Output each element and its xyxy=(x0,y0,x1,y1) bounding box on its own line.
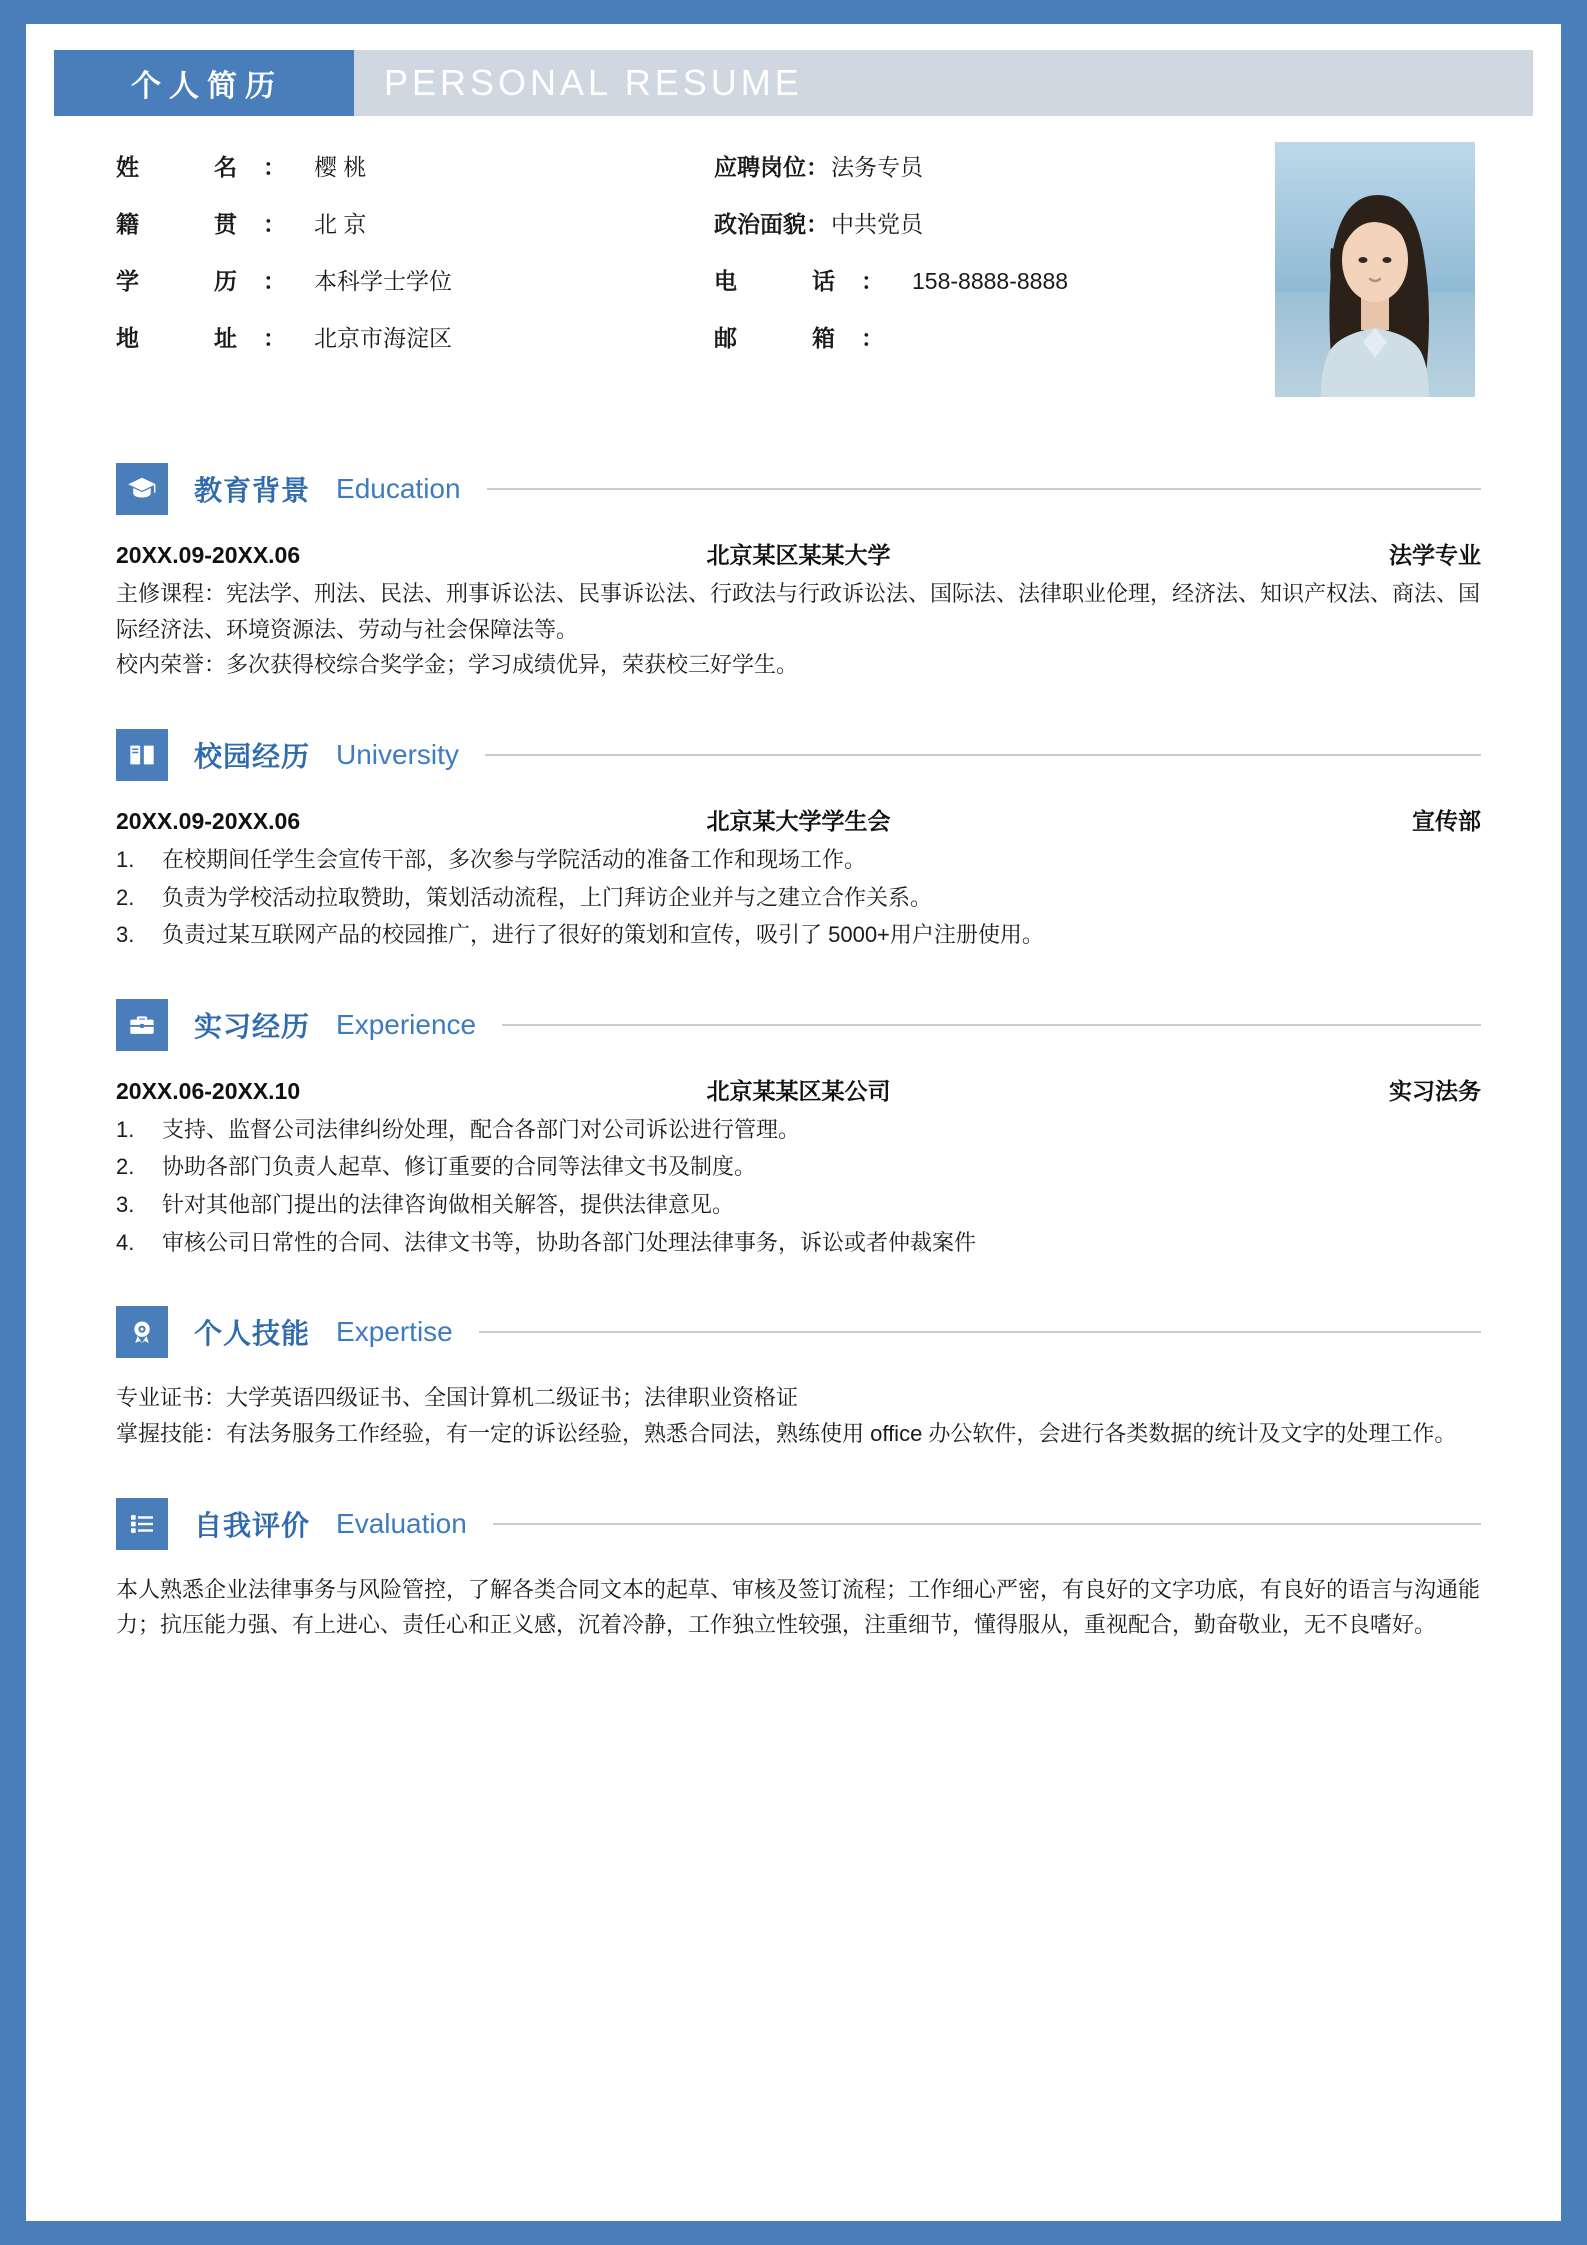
resume-page xyxy=(26,24,1561,2221)
info-label-address: 地 址： xyxy=(116,325,312,351)
experience-duty-list xyxy=(116,1112,1481,1261)
header-title-en: PERSONAL RESUME xyxy=(384,62,803,103)
entry-role: 法学专业 xyxy=(1388,542,1481,568)
section-title-en-university: University xyxy=(336,738,459,770)
entry-role: 实习法务 xyxy=(1388,1077,1481,1104)
info-label-education: 学 历： xyxy=(116,268,312,294)
info-value-hometown: 北 京 xyxy=(314,211,367,237)
section-divider xyxy=(493,1523,1481,1525)
list-item xyxy=(116,842,1481,878)
info-label-hometown: 籍 贯： xyxy=(116,211,312,237)
graduation-cap-icon xyxy=(116,463,168,515)
info-value-position: 法务专员 xyxy=(831,154,923,180)
section-heading-university xyxy=(54,729,1481,781)
expertise-skills: 掌握技能：有法务服务工作经验，有一定的诉讼经验，熟悉合同法，熟练使用 office 办公软件，会进行各类数据的统计及文字的处理工作。 xyxy=(116,1420,1457,1446)
list-item xyxy=(116,1112,1481,1148)
section-divider xyxy=(479,1331,1481,1333)
section-expertise xyxy=(54,1306,1533,1451)
entry-organization: 北京某大学学生会 xyxy=(706,807,891,834)
info-row-education xyxy=(116,270,452,293)
list-item-number: 2. xyxy=(116,884,135,910)
section-title-cn-expertise: 个人技能 xyxy=(194,1318,311,1350)
open-book-icon xyxy=(116,729,168,781)
info-row-position xyxy=(714,156,1068,179)
section-university xyxy=(54,729,1533,953)
section-heading-education xyxy=(54,463,1481,515)
university-duty-list xyxy=(116,842,1481,953)
header-badge-cn: 个人简历 xyxy=(54,50,354,116)
list-item-text: 支持、监督公司法律纠纷处理，配合各部门对公司诉讼进行管理。 xyxy=(162,1116,801,1142)
list-item xyxy=(116,880,1481,916)
entry-date: 20XX.06-20XX.10 xyxy=(116,1077,301,1104)
list-item-number: 3. xyxy=(116,1192,135,1217)
section-heading-experience xyxy=(54,999,1481,1051)
section-title-en-evaluation: Evaluation xyxy=(336,1507,467,1539)
info-value-political: 中共党员 xyxy=(831,211,923,237)
info-row-address xyxy=(116,327,452,350)
section-title-en-expertise: Expertise xyxy=(336,1316,453,1348)
info-value-phone: 158-8888-8888 xyxy=(912,268,1069,294)
avatar xyxy=(1275,142,1475,397)
info-value-education: 本科学士学位 xyxy=(314,268,452,294)
info-value-name: 樱 桃 xyxy=(314,154,367,180)
list-item-text: 在校期间任学生会宣传干部，多次参与学院活动的准备工作和现场工作。 xyxy=(162,846,867,872)
info-row-phone xyxy=(714,270,1068,293)
award-badge-icon xyxy=(116,1306,168,1358)
info-label-position: 应聘岗位： xyxy=(714,154,829,180)
section-divider xyxy=(487,488,1481,490)
list-item-text: 针对其他部门提出的法律咨询做相关解答，提供法律意见。 xyxy=(162,1192,735,1217)
section-title-cn-university: 校园经历 xyxy=(194,740,311,772)
personal-info-block xyxy=(54,142,1533,417)
list-item-number: 1. xyxy=(116,846,135,872)
section-heading-evaluation xyxy=(54,1498,1481,1550)
list-checklist-icon xyxy=(116,1498,168,1550)
briefcase-icon xyxy=(116,999,168,1051)
section-experience xyxy=(54,999,1533,1261)
info-row-political xyxy=(714,213,1068,236)
entry-row-education xyxy=(116,537,1481,570)
list-item xyxy=(116,917,1481,953)
list-item xyxy=(116,1187,1481,1223)
resume-header xyxy=(54,50,1533,116)
info-value-address: 北京市海淀区 xyxy=(314,325,452,351)
expertise-certificates: 专业证书：大学英语四级证书、全国计算机二级证书；法律职业资格证 xyxy=(116,1385,799,1411)
info-label-phone: 电 话： xyxy=(714,268,910,294)
info-label-name: 姓 名： xyxy=(116,154,312,180)
entry-row-experience xyxy=(116,1073,1481,1106)
info-row-email xyxy=(714,327,1068,350)
list-item xyxy=(116,1149,1481,1185)
info-column-left xyxy=(116,156,452,384)
education-honors: 校内荣誉：多次获得校综合奖学金；学习成绩优异，荣获校三好学生。 xyxy=(116,652,799,678)
section-title-cn-education: 教育背景 xyxy=(194,475,311,506)
list-item-text: 负责为学校活动拉取赞助，策划活动流程，上门拜访企业并与之建立合作关系。 xyxy=(162,884,933,910)
section-title-cn-experience: 实习经历 xyxy=(194,1010,311,1042)
entry-date: 20XX.09-20XX.06 xyxy=(116,807,301,834)
section-heading-expertise xyxy=(54,1306,1481,1358)
entry-organization: 北京某区某某大学 xyxy=(706,542,891,568)
info-row-name xyxy=(116,156,452,179)
education-courses: 主修课程：宪法学、刑法、民法、刑事诉讼法、民事诉讼法、行政法与行政诉讼法、国际法、法律职业伦理，经济法、知识产权法、商法、国际经济法、环境资源法、劳动与社会保障法等。 xyxy=(116,581,1481,642)
info-label-email: 邮 箱： xyxy=(714,325,910,351)
list-item xyxy=(116,1225,1481,1261)
entry-row-university xyxy=(116,803,1481,836)
entry-organization: 北京某某区某公司 xyxy=(706,1077,891,1104)
info-column-right xyxy=(714,156,1068,384)
list-item-number: 1. xyxy=(116,1116,135,1142)
entry-role: 宣传部 xyxy=(1411,807,1481,834)
section-divider xyxy=(502,1024,1481,1026)
list-item-text: 协助各部门负责人起草、修订重要的合同等法律文书及制度。 xyxy=(162,1154,757,1180)
section-divider xyxy=(485,754,1481,756)
entry-date: 20XX.09-20XX.06 xyxy=(116,542,301,568)
section-title-en-experience: Experience xyxy=(336,1008,477,1040)
evaluation-text: 本人熟悉企业法律事务与风险管控，了解各类合同文本的起草、审核及签订流程；工作细心严密，有良好的文字功底，有良好的语言与沟通能力；抗压能力强、有上进心、责任心和正义感，沉着冷静，工作独立性较强，注重细节，懂得服从，重视配合，勤奋敬业，无不良嗜好。 xyxy=(116,1576,1481,1638)
list-item-number: 3. xyxy=(116,922,135,948)
section-education xyxy=(54,463,1533,683)
section-evaluation xyxy=(54,1498,1533,1643)
info-row-hometown xyxy=(116,213,452,236)
info-label-political: 政治面貌： xyxy=(714,211,829,237)
list-item-text: 负责过某互联网产品的校园推广，进行了很好的策划和宣传，吸引了 5000+用户注册使用。 xyxy=(162,922,1044,948)
photo-illustration xyxy=(1275,142,1475,397)
section-title-en-education: Education xyxy=(336,473,461,504)
list-item-number: 4. xyxy=(116,1229,135,1255)
list-item-number: 2. xyxy=(116,1154,135,1180)
list-item-text: 审核公司日常性的合同、法律文书等，协助各部门处理法律事务，诉讼或者仲裁案件 xyxy=(162,1229,977,1255)
section-title-cn-evaluation: 自我评价 xyxy=(194,1509,311,1541)
